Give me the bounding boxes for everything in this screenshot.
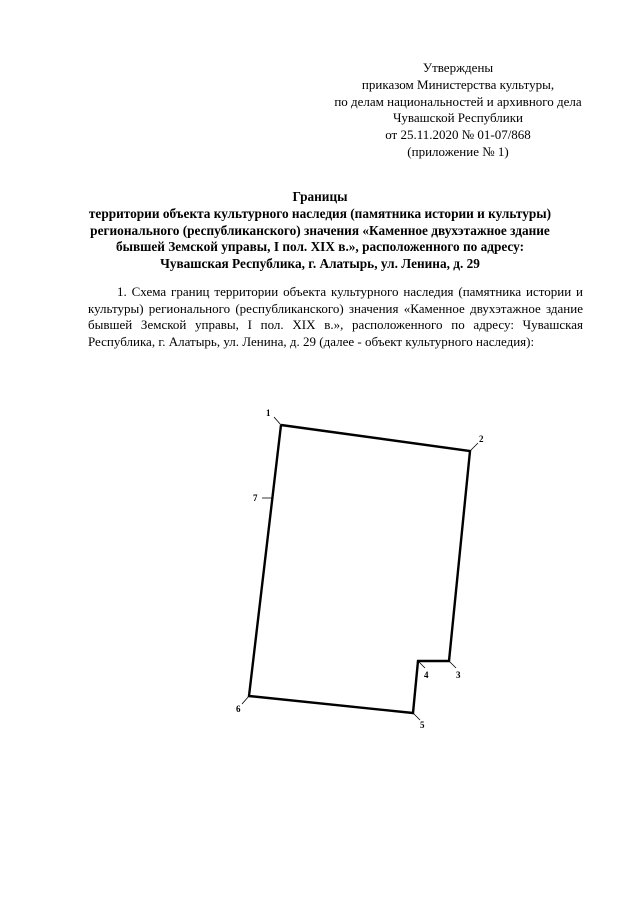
point-label-1: 1 [266, 408, 271, 418]
title-line: Чувашская Республика, г. Алатырь, ул. Ленина, д. 29 [160, 256, 480, 272]
point-label-3: 3 [456, 670, 461, 680]
approval-line: приказом Министерства культуры, [361, 76, 555, 92]
approval-line: по делам национальностей и архивного дела [334, 93, 582, 109]
boundary-polygon [249, 425, 470, 713]
title-line: территории объекта культурного наследия (памятника истории и культуры) [88, 205, 552, 221]
leader-line-6 [242, 696, 249, 704]
title-line: бывшей Земской управы, I пол. XIX в.», расположенного по адресу: [115, 239, 525, 255]
approval-line: Утверждены [422, 60, 494, 75]
point-label-4: 4 [424, 670, 429, 680]
point-label-2: 2 [479, 434, 484, 444]
point-label-6: 6 [236, 704, 241, 714]
leader-line-5 [413, 713, 420, 720]
approval-line: (приложение № 1) [407, 143, 509, 159]
leader-line-2 [470, 443, 478, 451]
approval-line: Чувашской Республики [392, 110, 524, 126]
leader-line-3 [449, 661, 456, 668]
scheme-description-paragraph: 1. Схема границ территории объекта культурного наследия (памятника истории и культуры) регионального (республиканского) значения «Каменное двухэтажное здание бывшей Земской управы, I пол. XIX в.», расположенного по адресу: Чувашская Республика, г. Алатырь, ул. Ленина, д. 29 (далее - объект культурного наследия): [88, 284, 583, 349]
title-line: Границы [292, 189, 348, 204]
point-label-7: 7 [253, 493, 258, 503]
title-line: регионального (республиканского) значения «Каменное двухэтажное здание [90, 222, 550, 238]
leader-line-1 [274, 417, 281, 425]
approval-line: от 25.11.2020 № 01-07/868 [385, 127, 531, 143]
point-label-5: 5 [420, 720, 425, 730]
